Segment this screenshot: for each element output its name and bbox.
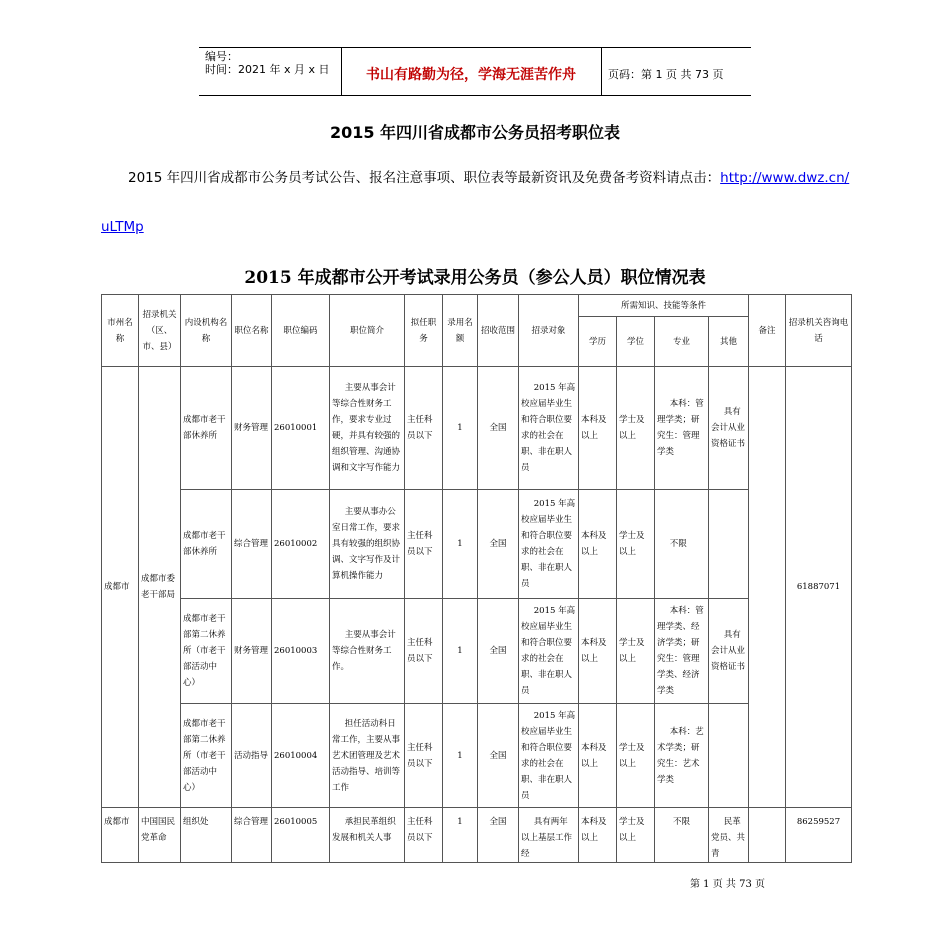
cell-code: 26010003 bbox=[272, 599, 330, 704]
cell-level: 主任科员以下 bbox=[405, 808, 443, 863]
cell-target: 具有两年以上基层工作经 bbox=[519, 808, 579, 863]
cell-edu: 本科及以上 bbox=[579, 808, 617, 863]
cell-degree: 学士及以上 bbox=[617, 808, 655, 863]
cell-level: 主任科员以下 bbox=[405, 367, 443, 490]
header-intro: 职位简介 bbox=[330, 295, 405, 367]
cell-code: 26010001 bbox=[272, 367, 330, 490]
cell-intro: 担任活动科日常工作，主要从事艺术团管理及艺术活动指导、培训等工作 bbox=[330, 704, 405, 808]
header-post: 职位名称 bbox=[232, 295, 272, 367]
cell-target: 2015 年高校应届毕业生和符合职位要求的社会在职、非在职人员 bbox=[519, 704, 579, 808]
cell-other bbox=[709, 704, 749, 808]
header-conditions: 所需知识、技能等条件 bbox=[579, 295, 749, 317]
cell-dept: 成都市老干部第二休养所（市老干部活动中心） bbox=[181, 704, 232, 808]
header-motto: 书山有路勤为径，学海无涯苦作舟 bbox=[366, 67, 576, 83]
cell-intro: 主要从事会计等综合性财务工作，要求专业过硬，并具有较强的组织管理、沟通协调和文字写作能力 bbox=[330, 367, 405, 490]
cell-target: 2015 年高校应届毕业生和符合职位要求的社会在职、非在职人员 bbox=[519, 599, 579, 704]
cell-count: 1 bbox=[443, 704, 478, 808]
cell-edu: 本科及以上 bbox=[579, 599, 617, 704]
cell-degree: 学士及以上 bbox=[617, 367, 655, 490]
cell-degree: 学士及以上 bbox=[617, 704, 655, 808]
cell-code: 26010005 bbox=[272, 808, 330, 863]
header-top-rule bbox=[199, 47, 751, 48]
cell-phone: 86259527 bbox=[786, 808, 852, 863]
cell-phone: 61887071 bbox=[786, 367, 852, 808]
header-edu: 学历 bbox=[579, 317, 617, 367]
header-agency: 招录机关（区、市、县） bbox=[139, 295, 181, 367]
header-major: 专业 bbox=[655, 317, 709, 367]
table-header-row bbox=[102, 295, 852, 317]
cell-edu: 本科及以上 bbox=[579, 704, 617, 808]
cell-post: 综合管理 bbox=[232, 490, 272, 599]
cell-scope: 全国 bbox=[478, 490, 519, 599]
cell-post: 财务管理 bbox=[232, 599, 272, 704]
cell-note bbox=[749, 367, 786, 808]
cell-scope: 全国 bbox=[478, 367, 519, 490]
cell-level: 主任科员以下 bbox=[405, 599, 443, 704]
cell-count: 1 bbox=[443, 367, 478, 490]
cell-edu: 本科及以上 bbox=[579, 367, 617, 490]
cell-edu: 本科及以上 bbox=[579, 490, 617, 599]
cell-scope: 全国 bbox=[478, 599, 519, 704]
cell-other bbox=[709, 490, 749, 599]
positions-table bbox=[101, 294, 852, 863]
cell-city: 成都市 bbox=[102, 808, 139, 863]
cell-other: 具有会计从业资格证书 bbox=[709, 599, 749, 704]
cell-count: 1 bbox=[443, 808, 478, 863]
intro-paragraph bbox=[128, 166, 849, 186]
header-target: 招录对象 bbox=[519, 295, 579, 367]
cell-count: 1 bbox=[443, 599, 478, 704]
resource-link-continued[interactable]: uLTMp bbox=[101, 219, 144, 235]
header-bottom-rule bbox=[199, 95, 751, 96]
cell-other: 具有会计从业资格证书 bbox=[709, 367, 749, 490]
header-note: 备注 bbox=[749, 295, 786, 367]
cell-post: 财务管理 bbox=[232, 367, 272, 490]
header-count: 录用名额 bbox=[443, 295, 478, 367]
cell-code: 26010002 bbox=[272, 490, 330, 599]
document-date: 时间：2021 年 x 月 x 日 bbox=[205, 63, 330, 76]
cell-major: 不限 bbox=[655, 808, 709, 863]
cell-scope: 全国 bbox=[478, 704, 519, 808]
header-meta bbox=[205, 50, 330, 76]
cell-scope: 全国 bbox=[478, 808, 519, 863]
header-level: 拟任职务 bbox=[405, 295, 443, 367]
cell-count: 1 bbox=[443, 490, 478, 599]
cell-target: 2015 年高校应届毕业生和符合职位要求的社会在职、非在职人员 bbox=[519, 367, 579, 490]
cell-dept: 成都市老干部休养所 bbox=[181, 490, 232, 599]
table-row bbox=[102, 367, 852, 490]
page-title: 2015 年四川省成都市公务员招考职位表 bbox=[329, 123, 621, 142]
cell-agency: 中国国民党革命 bbox=[139, 808, 181, 863]
cell-major: 本科：管理学类、经济学类；研究生：管理学类、经济学类 bbox=[655, 599, 709, 704]
header-phone: 招录机关咨询电话 bbox=[786, 295, 852, 367]
document-number-label: 编号： bbox=[205, 50, 238, 63]
cell-note bbox=[749, 808, 786, 863]
header-other: 其他 bbox=[709, 317, 749, 367]
cell-intro: 承担民革组织发展和机关人事 bbox=[330, 808, 405, 863]
cell-city: 成都市 bbox=[102, 367, 139, 808]
cell-major: 本科：艺术学类；研究生：艺术学类 bbox=[655, 704, 709, 808]
cell-level: 主任科员以下 bbox=[405, 704, 443, 808]
intro-text: 2015 年四川省成都市公务员考试公告、报名注意事项、职位表等最新资讯及免费备考资料请点击： bbox=[128, 170, 721, 186]
table-row bbox=[102, 599, 852, 704]
cell-degree: 学士及以上 bbox=[617, 599, 655, 704]
header-divider bbox=[601, 47, 602, 95]
table-row bbox=[102, 808, 852, 863]
cell-dept: 成都市老干部休养所 bbox=[181, 367, 232, 490]
table-title: 2015 年成都市公开考试录用公务员（参公人员）职位情况表 bbox=[244, 268, 706, 288]
cell-post: 综合管理 bbox=[232, 808, 272, 863]
cell-intro: 主要从事会计等综合性财务工作。 bbox=[330, 599, 405, 704]
cell-target: 2015 年高校应届毕业生和符合职位要求的社会在职、非在职人员 bbox=[519, 490, 579, 599]
cell-agency: 成都市委老干部局 bbox=[139, 367, 181, 808]
cell-major: 不限 bbox=[655, 490, 709, 599]
cell-code: 26010004 bbox=[272, 704, 330, 808]
cell-dept: 组织处 bbox=[181, 808, 232, 863]
cell-post: 活动指导 bbox=[232, 704, 272, 808]
cell-intro: 主要从事办公室日常工作，要求具有较强的组织协调、文字写作及计算机操作能力 bbox=[330, 490, 405, 599]
resource-link[interactable]: http://www.dwz.cn/ bbox=[720, 170, 850, 186]
header-dept: 内设机构名称 bbox=[181, 295, 232, 367]
cell-other: 民革党员、共青 bbox=[709, 808, 749, 863]
header-degree: 学位 bbox=[617, 317, 655, 367]
header-city: 市州名称 bbox=[102, 295, 139, 367]
header-code: 职位编码 bbox=[272, 295, 330, 367]
cell-level: 主任科员以下 bbox=[405, 490, 443, 599]
cell-major: 本科：管理学类；研究生：管理学类 bbox=[655, 367, 709, 490]
header-page-number: 页码：第 1 页 共 73 页 bbox=[608, 68, 724, 81]
table-row bbox=[102, 490, 852, 599]
cell-degree: 学士及以上 bbox=[617, 490, 655, 599]
page-footer: 第 1 页 共 73 页 bbox=[690, 879, 765, 890]
cell-dept: 成都市老干部第二休养所（市老干部活动中心） bbox=[181, 599, 232, 704]
table-row bbox=[102, 704, 852, 808]
header-scope: 招收范围 bbox=[478, 295, 519, 367]
